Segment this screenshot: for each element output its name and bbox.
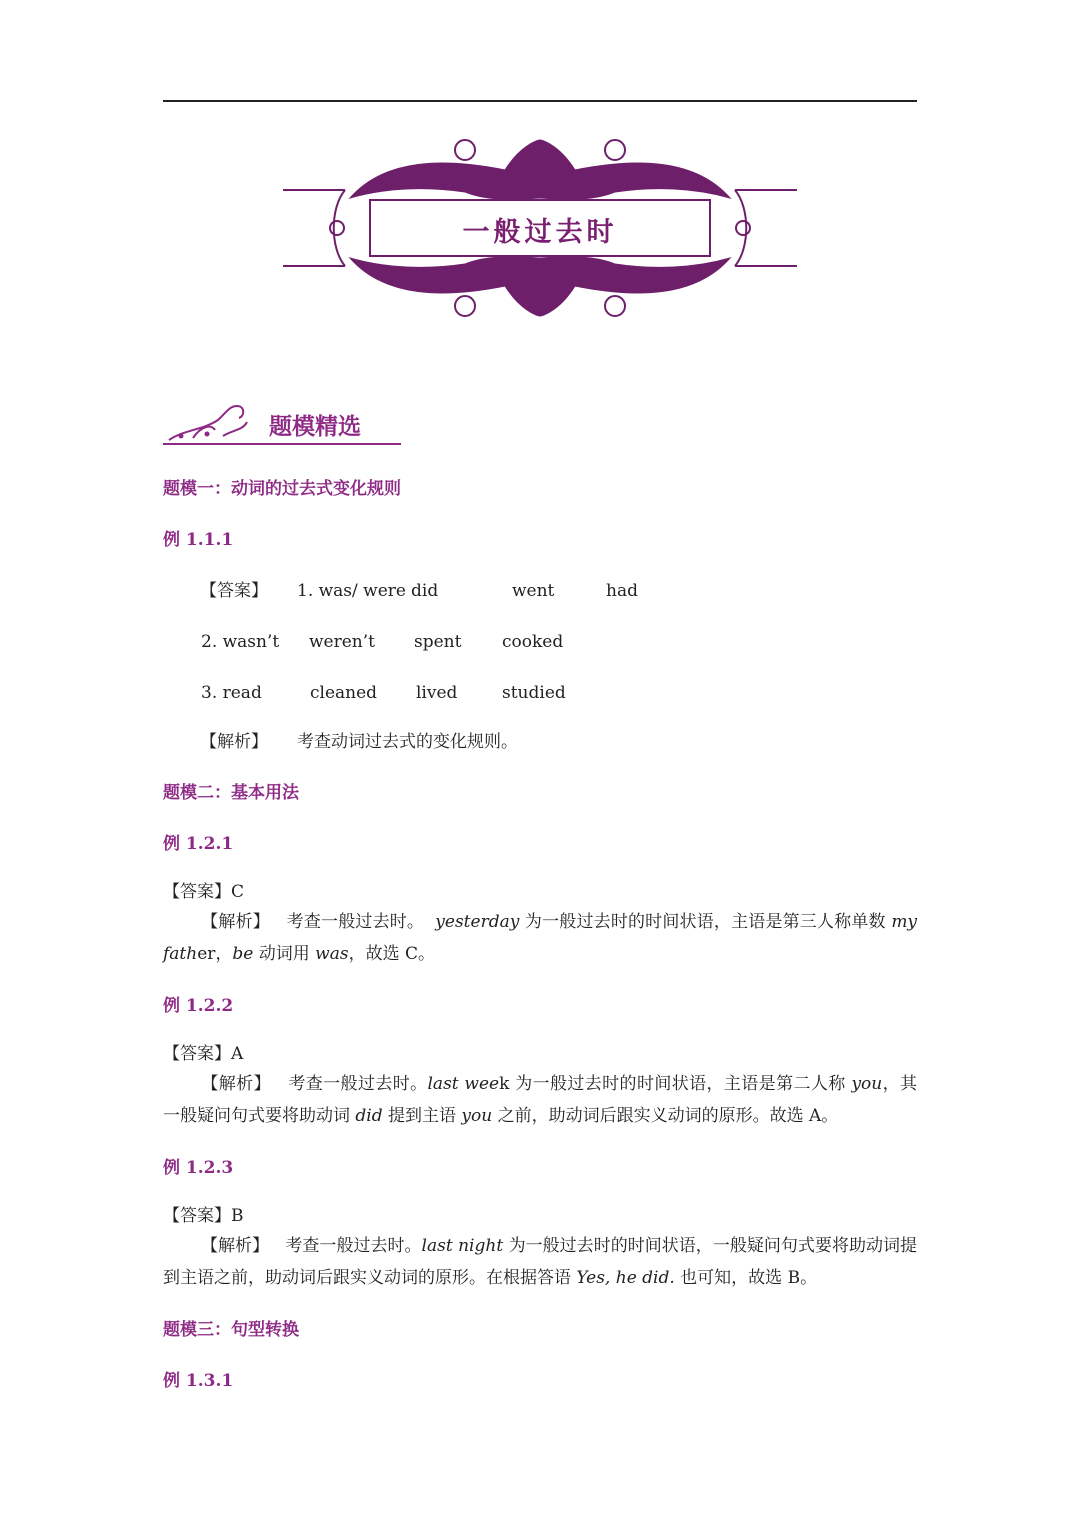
analysis-paragraph: 【解析】 考查一般过去时。last week 为一般过去时的时间状语，主语是第二人称 you，其一般疑问句式要将助动词 did 提到主语 you 之前，助动词后跟实义动词的原形。故选 A。 [163, 1074, 918, 1126]
answer-cell: weren’t [309, 632, 375, 652]
answer-cell: went [512, 581, 555, 601]
analysis-label: 【解析】 [200, 732, 268, 752]
section-underline [163, 443, 401, 445]
section-header [163, 400, 403, 446]
example-heading-1-3-1: 例 1.3.1 [163, 1371, 234, 1391]
topic-heading-2: 题模二：基本用法 [163, 783, 299, 803]
topic-heading-3: 题模三：句型转换 [163, 1320, 299, 1340]
answer-label: 【答案】 [200, 581, 268, 601]
banner-title: 一般过去时 [462, 217, 618, 248]
answer-cell: spent [414, 632, 462, 652]
answer-cell: had [606, 581, 638, 601]
answer-line: 【答案】B [163, 1206, 244, 1226]
example-heading-1-1-1: 例 1.1.1 [163, 530, 234, 550]
example-heading-1-2-1: 例 1.2.1 [163, 834, 234, 854]
section-title: 题模精选 [269, 414, 361, 440]
answer-cell: did [411, 581, 439, 601]
answer-cell: cooked [502, 632, 564, 652]
answer-cell: 3. read [201, 683, 262, 703]
example-heading-1-2-3: 例 1.2.3 [163, 1158, 234, 1178]
answer-cell: 2. wasn’t [201, 632, 280, 652]
answer-line: 【答案】A [163, 1044, 244, 1064]
flourish-icon [163, 400, 263, 444]
example-heading-1-2-2: 例 1.2.2 [163, 996, 234, 1016]
header-rule [163, 100, 917, 102]
answer-cell: studied [502, 683, 566, 703]
answer-cell: cleaned [310, 683, 378, 703]
analysis-text: 考查动词过去式的变化规则。 [297, 732, 518, 752]
analysis-paragraph: 【解析】 考查一般过去时。 yesterday 为一般过去时的时间状语，主语是第三人称单数 my father，be 动词用 was，故选 C。 [163, 912, 918, 964]
analysis-paragraph: 【解析】 考查一般过去时。last night 为一般过去时的时间状语，一般疑问句式要将助动词提到主语之前，助动词后跟实义动词的原形。在根据答语 Yes, he did. 也可知，故选 B。 [163, 1236, 918, 1288]
title-banner [275, 128, 805, 328]
answer-line: 【答案】C [163, 882, 245, 902]
topic-heading-1: 题模一：动词的过去式变化规则 [163, 479, 401, 499]
answer-cell: lived [416, 683, 458, 703]
answer-cell: 1. was/ were [297, 581, 406, 601]
